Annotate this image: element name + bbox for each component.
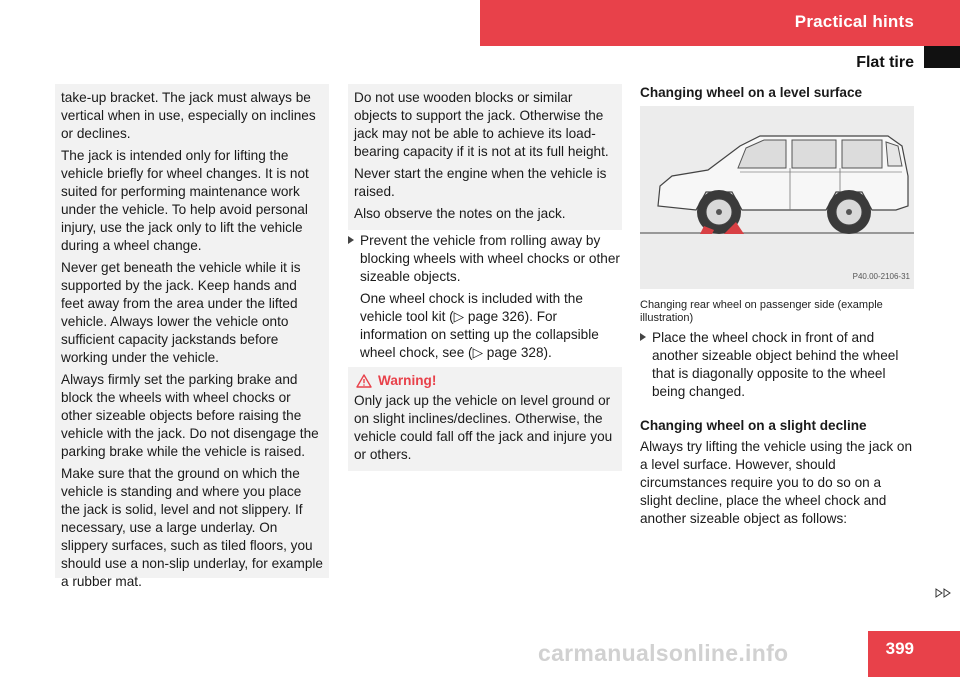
step-text: Place the wheel chock in front of and another sizeable object behind the wheel that is diagonally opposite to the wheel being changed. bbox=[652, 330, 899, 399]
continued-arrows-icon bbox=[934, 588, 954, 598]
step-note: One wheel chock is included with the vehicle tool kit (▷ page 326). For information on setting up the collapsible wheel chock, see (▷ page 328). bbox=[360, 291, 599, 360]
paragraph: Never get beneath the vehicle while it is supported by the jack. Keep hands and feet away from the area under the lifted vehicle. Always lower the vehicle onto sufficient capacity jackstands before working under the vehicle. bbox=[61, 260, 301, 365]
wheel-change-section bbox=[640, 84, 916, 532]
bullet-arrow-icon bbox=[348, 236, 354, 244]
step-item bbox=[348, 232, 622, 286]
image-caption: Changing rear wheel on passenger side (example illustration) bbox=[640, 299, 883, 324]
warning-text: Only jack up the vehicle on level ground or on slight inclines/declines. Otherwise, the vehicle could fall off the jack and injure you or others. bbox=[354, 393, 613, 462]
paragraph: Always firmly set the parking brake and block the wheels with wheel chocks or other sizeable objects before raising the vehicle with the jack. Do not disengage the parking brake while the vehicle is raised. bbox=[61, 372, 319, 459]
bullet-arrow-icon bbox=[640, 333, 646, 341]
warning-triangle-icon bbox=[356, 374, 372, 388]
jack-notes-box-continued bbox=[348, 84, 622, 230]
suv-side-view-image bbox=[640, 106, 914, 289]
topic-title: Flat tire bbox=[856, 54, 914, 71]
header-tab bbox=[924, 46, 960, 68]
paragraph: Also observe the notes on the jack. bbox=[354, 206, 566, 221]
page-number: 399 bbox=[885, 639, 914, 658]
step-text: Prevent the vehicle from rolling away by blocking wheels with wheel chocks or other sizeable objects. bbox=[360, 233, 620, 284]
prevent-rolling-step bbox=[348, 232, 622, 366]
section-title: Practical hints bbox=[794, 12, 914, 31]
heading-slight-decline: Changing wheel on a slight decline bbox=[640, 418, 867, 433]
page-number-band bbox=[868, 631, 960, 677]
paragraph: Do not use wooden blocks or similar objects to support the jack. Otherwise the jack may not be able to achieve its load-bearing capacity if it is not at its full height. bbox=[354, 90, 609, 159]
paragraph: Make sure that the ground on which the vehicle is standing and where you place the jack is solid, level and not slippery. If necessary, use a large underlay. On slippery surfaces, such as tiled floors, you should use a non-slip underlay, for example a rubber mat. bbox=[61, 466, 323, 589]
step-item bbox=[640, 329, 916, 401]
paragraph: Never start the engine when the vehicle is raised. bbox=[354, 166, 607, 199]
watermark-text: carmanualsonline.info bbox=[538, 640, 789, 666]
heading-level-surface: Changing wheel on a level surface bbox=[640, 85, 863, 100]
vehicle-illustration bbox=[640, 106, 914, 289]
warning-title: Warning! bbox=[378, 373, 437, 388]
decline-text: Always try lifting the vehicle using the jack on a level surface. However, should circumstances require you to do so on a slight decline, place the wheel chock and another sizeable object as follows: bbox=[640, 439, 913, 526]
jack-safety-notes-box bbox=[55, 84, 329, 589]
warning-heading bbox=[354, 372, 616, 390]
paragraph: The jack is intended only for lifting the vehicle briefly for wheel changes. It is not suited for performing maintenance work under the vehicle. To help avoid personal injury, use the jack only to lift the vehicle during a wheel change. bbox=[61, 148, 309, 253]
paragraph: take-up bracket. The jack must always be vertical when in use, especially on inclines or declines. bbox=[61, 90, 316, 141]
image-code: P40.00-2106-31 bbox=[852, 272, 910, 281]
warning-box bbox=[348, 367, 622, 471]
